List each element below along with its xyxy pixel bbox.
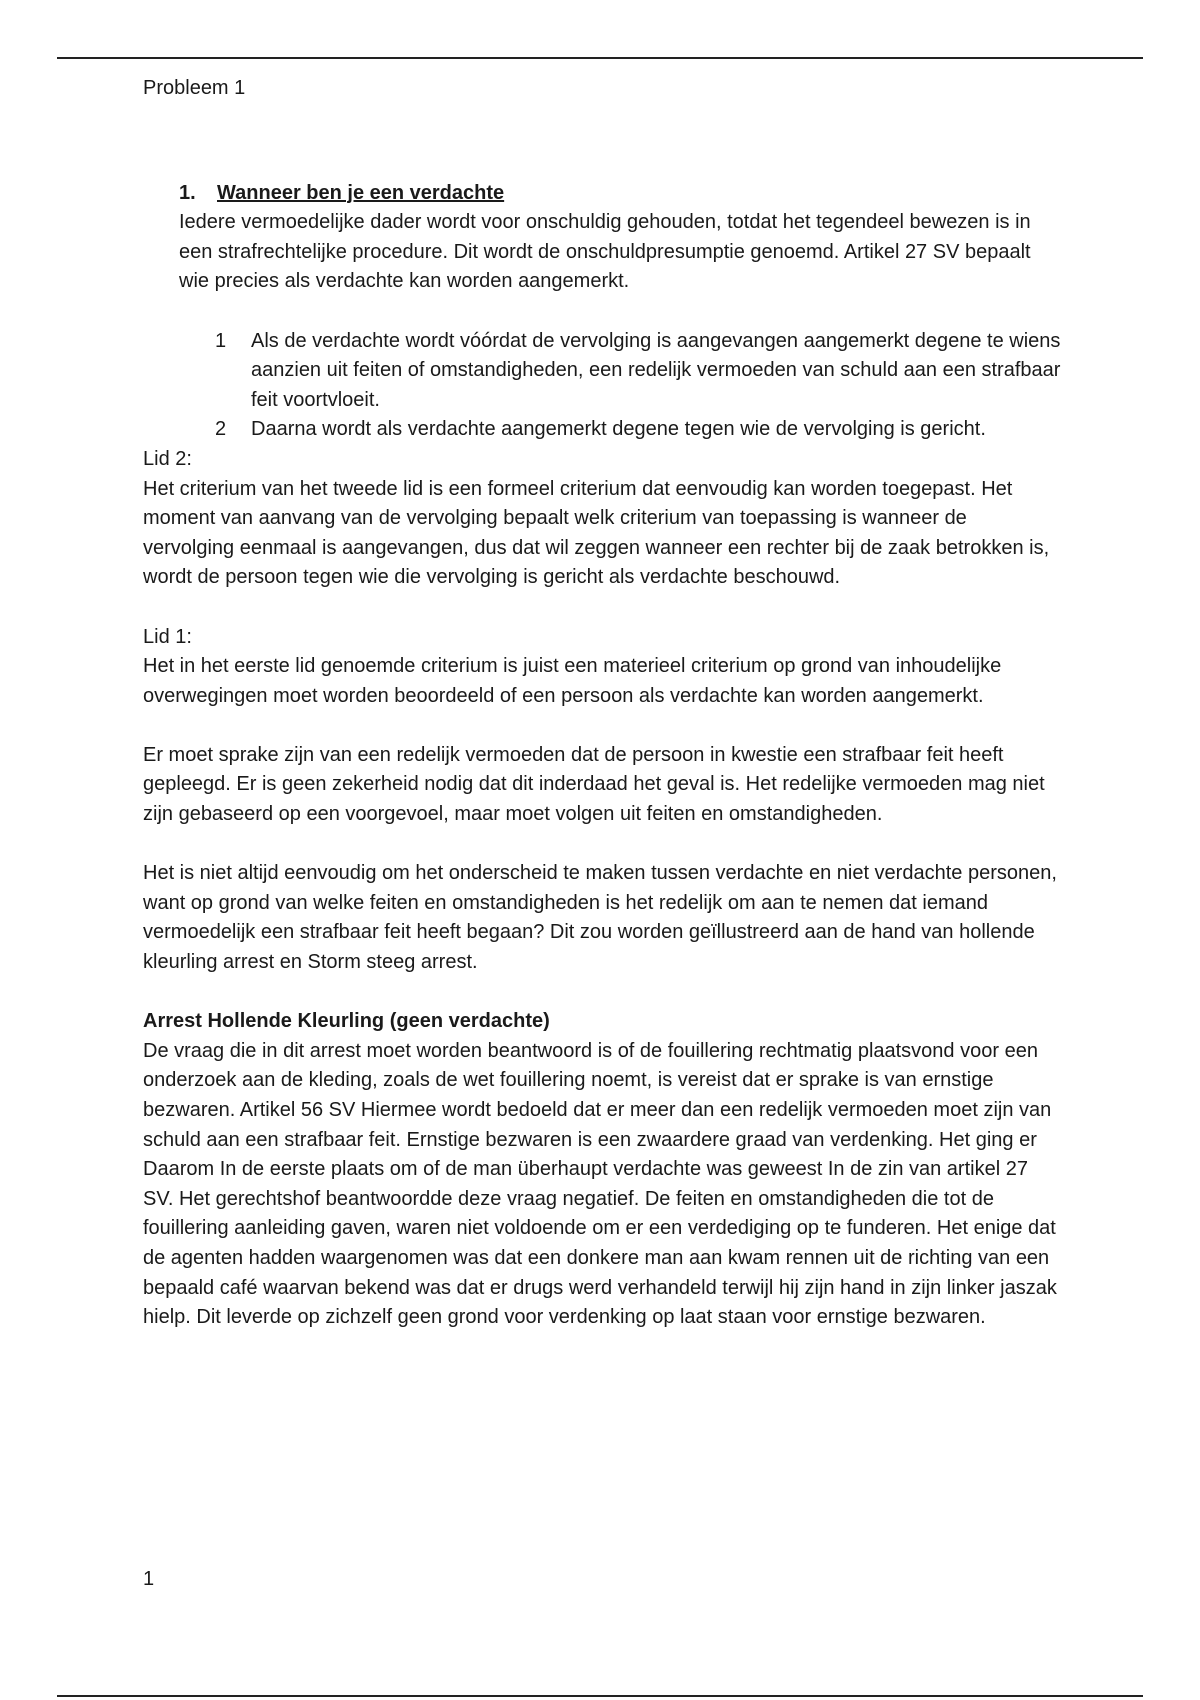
section-number: 1. bbox=[179, 181, 196, 204]
list-item bbox=[215, 327, 1063, 416]
document-page bbox=[143, 74, 1063, 1333]
lid1-text: Het in het eerste lid genoemde criterium is juist een materieel criterium op grond van inhoudelijke overwegingen moet worden beoordeeld of een persoon als verdachte kan worden aangemerkt. bbox=[143, 655, 1002, 707]
section-title: Wanneer ben je een verdachte bbox=[217, 181, 505, 204]
footer-rule bbox=[57, 1695, 1143, 1697]
arrest-text: De vraag die in dit arrest moet worden beantwoord is of de fouillering rechtmatig plaatsvond voor een onderzoek aan de kleding, zoals de wet fouillering noemt, is vereist dat er sprake is van ernstige bezwaren. Artikel 56 SV Hiermee wordt bedoeld dat er meer dan een redelijk vermoeden moet zijn van schuld aan een strafbaar feit. Ernstige bezwaren is een zwaardere graad van verdenking. Het ging er Daarom In de eerste plaats om of de man überhaupt verdachte was geweest In de zin van artikel 27 SV. Het gerechtshof beantwoordde deze vraag negatief. De feiten en omstandigheden die tot de fouillering aanleiding gaven, waren niet voldoende om er een verdediging op te funderen. Het enige dat de agenten hadden waargenomen was dat een donkere man aan kwam rennen uit de richting van een bepaald café waarvan bekend was dat er drugs werd verhandeld terwijl hij zijn hand in zijn linker jaszak hielp. Dit leverde op zichzelf geen grond voor verdenking op laat staan voor ernstige bezwaren. bbox=[143, 1039, 1057, 1329]
document-header-label: Probleem 1 bbox=[143, 77, 246, 99]
paragraph-onderscheid: Het is niet altijd eenvoudig om het onderscheid te maken tussen verdachte en niet verdachte personen, want op grond van welke feiten en omstandigheden is het redelijk om aan te nemen dat iemand vermoedelijk een strafbaar feit heeft begaan? Dit zou worden geïllustreerd aan de hand van hollende kleurling arrest en Storm steeg arrest. bbox=[143, 862, 1057, 974]
lid2-text: Het criterium van het tweede lid is een formeel criterium dat eenvoudig kan worden toegepast. Het moment van aanvang van de vervolging bepaalt welk criterium van toepassing is wanneer de vervolging eenmaal is aangevangen, dus dat wil zeggen wanneer een rechter bij de zaak betrokken is, wordt de persoon tegen wie die vervolging is gericht als verdachte beschouwd. bbox=[143, 477, 1050, 589]
lid2-label: Lid 2: bbox=[143, 447, 192, 470]
article-list bbox=[143, 327, 1063, 445]
section-heading bbox=[179, 179, 1063, 209]
arrest-title: Arrest Hollende Kleurling (geen verdachte) bbox=[143, 1010, 550, 1033]
list-item-text: Daarna wordt als verdachte aangemerkt degene tegen wie de vervolging is gericht. bbox=[251, 418, 986, 441]
list-item-number: 1 bbox=[215, 329, 227, 352]
lid1-label: Lid 1: bbox=[143, 625, 192, 648]
section-intro: Iedere vermoedelijke dader wordt voor onschuldig gehouden, totdat het tegendeel bewezen is in een strafrechtelijke procedure. Dit wordt de onschuldpresumptie genoemd. Artikel 27 SV bepaalt wie precies als verdachte kan worden aangemerkt. bbox=[179, 211, 1031, 293]
paragraph-vermoeden: Er moet sprake zijn van een redelijk vermoeden dat de persoon in kwestie een strafbaar feit heeft gepleegd. Er is geen zekerheid nodig dat dit inderdaad het geval is. Het redelijke vermoeden mag niet zijn gebaseerd op een voorgevoel, maar moet volgen uit feiten en omstandigheden. bbox=[143, 743, 1045, 826]
list-item-number: 2 bbox=[215, 418, 227, 441]
list-item bbox=[215, 415, 1063, 445]
header-rule bbox=[57, 57, 1143, 59]
list-item-text: Als de verdachte wordt vóórdat de vervolging is aangevangen aangemerkt degene te wiens aanzien uit feiten of omstandigheden, een redelijk vermoeden van schuld aan een strafbaar feit voortvloeit. bbox=[251, 329, 1061, 411]
page-number: 1 bbox=[143, 1568, 155, 1590]
